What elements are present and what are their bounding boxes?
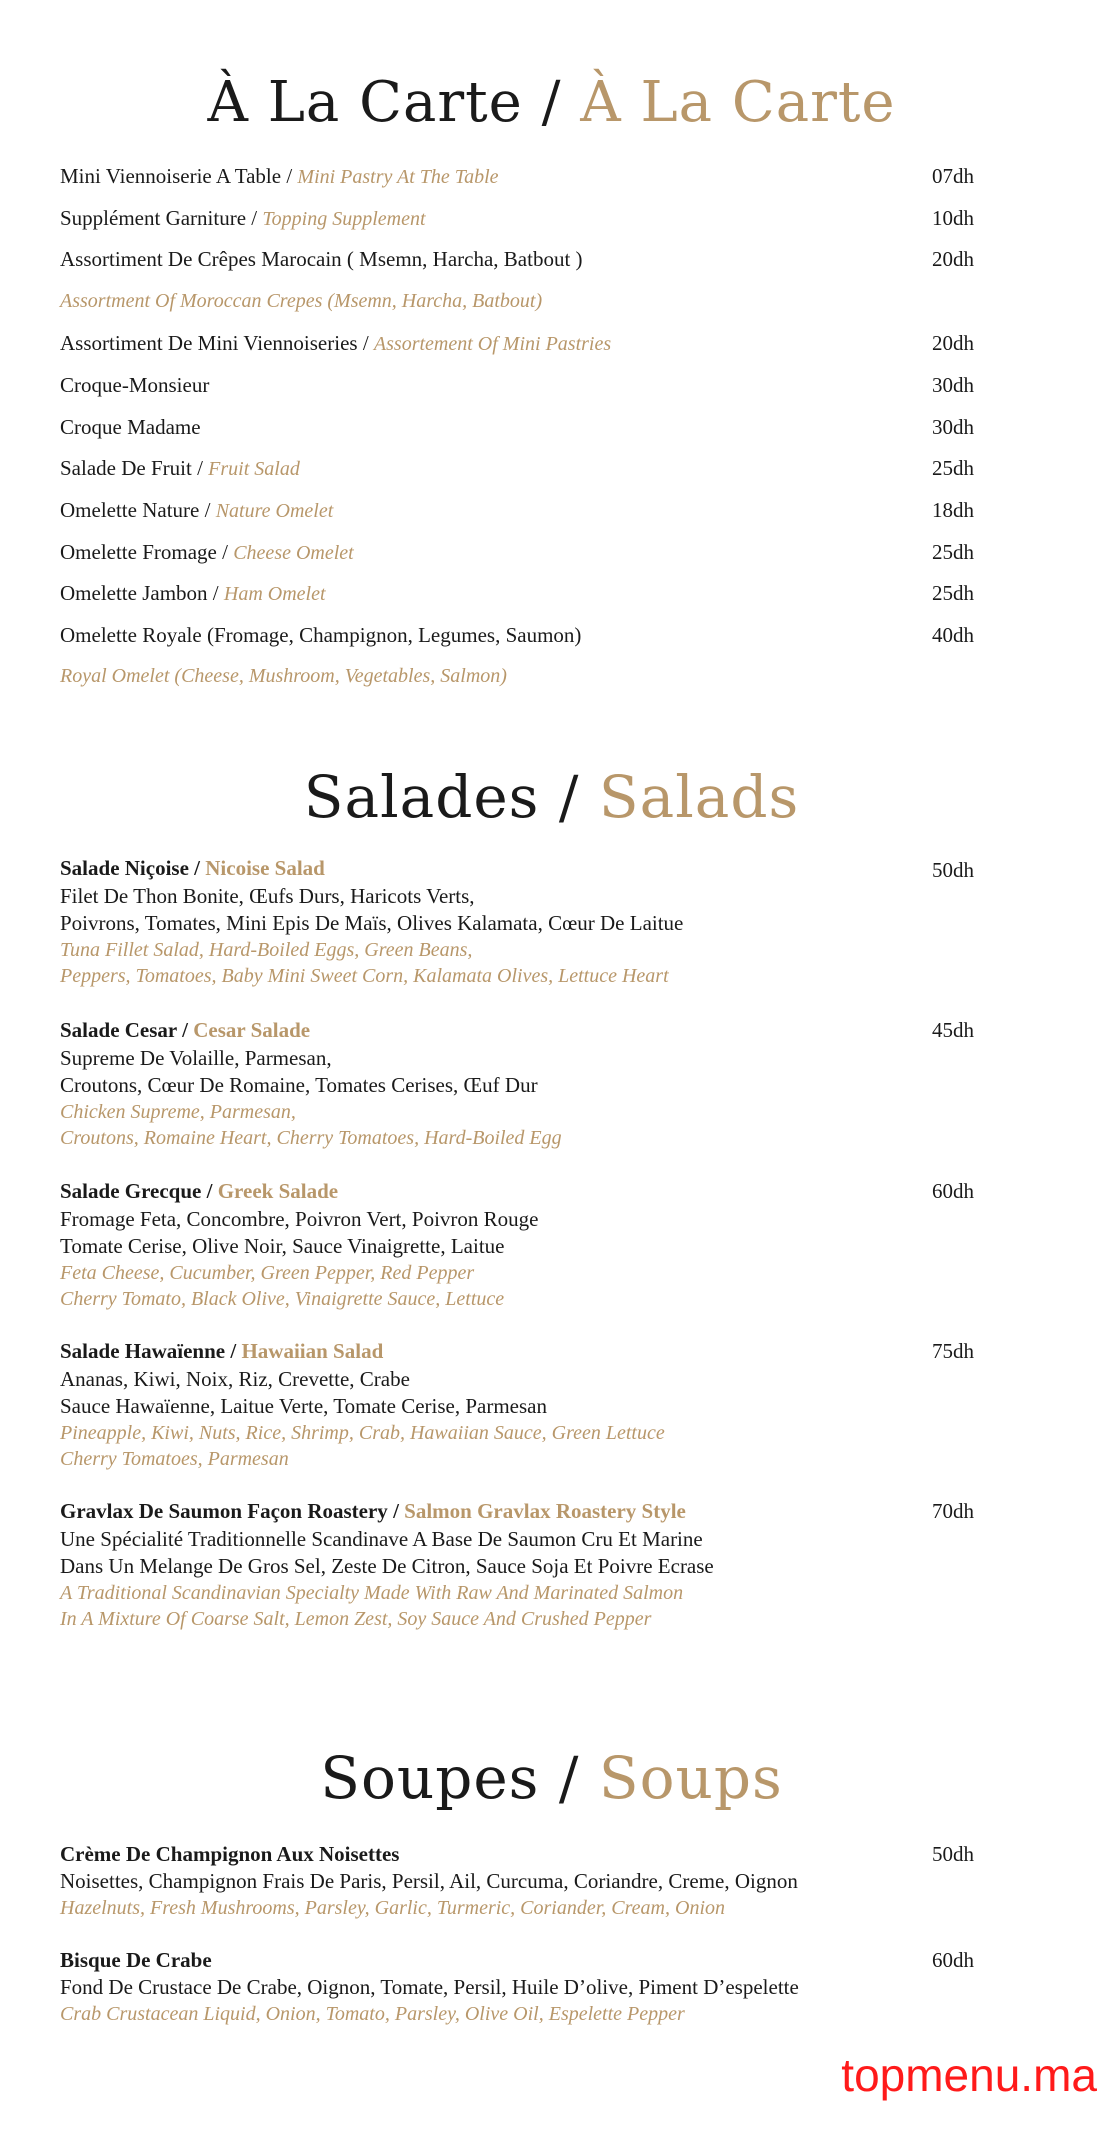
dish-desc-fr: Supreme De Volaille, Parmesan, — [60, 1046, 332, 1070]
item-en: Topping Supplement — [262, 208, 426, 230]
item-price: 25dh — [932, 581, 974, 605]
dish-desc-en: Feta Cheese, Cucumber, Green Pepper, Red Pepper — [60, 1262, 475, 1284]
item-en: Ham Omelet — [223, 583, 326, 605]
dish-desc-en: Tuna Fillet Salad, Hard-Boiled Eggs, Green Beans, — [60, 939, 473, 961]
dish-desc-en: Peppers, Tomatoes, Baby Mini Sweet Corn, Kalamata Olives, Lettuce Heart — [60, 965, 669, 987]
item-fr: Croque Madame — [60, 415, 201, 439]
dish-desc-en: Hazelnuts, Fresh Mushrooms, Parsley, Garlic, Turmeric, Coriander, Cream, Onion — [60, 1897, 725, 1919]
dish-desc-fr: Poivrons, Tomates, Mini Epis De Maïs, Olives Kalamata, Cœur De Laitue — [60, 911, 684, 935]
dish-title — [60, 855, 325, 881]
item-en: Fruit Salad — [208, 458, 300, 480]
item-price: 30dh — [932, 373, 974, 397]
item-price: 07dh — [932, 164, 974, 188]
dish-desc-fr: Sauce Hawaïenne, Laitue Verte, Tomate Cerise, Parmesan — [60, 1394, 547, 1418]
dish-desc-en: Cherry Tomato, Black Olive, Vinaigrette Sauce, Lettuce — [60, 1288, 505, 1310]
list-item — [60, 246, 1060, 272]
dish-name-fr: Salade Hawaïenne — [60, 1339, 226, 1363]
item-sep: / — [216, 540, 234, 564]
title-en: À La Carte — [580, 70, 896, 135]
dish-desc-en: A Traditional Scandinavian Specialty Made With Raw And Marinated Salmon — [60, 1582, 684, 1604]
dish-name-en: Salmon Gravlax Roastery Style — [404, 1499, 686, 1523]
dish-desc-fr: Ananas, Kiwi, Noix, Riz, Crevette, Crabe — [60, 1367, 410, 1391]
dish-desc-en: Pineapple, Kiwi, Nuts, Rice, Shrimp, Crab, Hawaiian Sauce, Green Lettuce — [60, 1422, 665, 1444]
dish-name-fr: Gravlax De Saumon Façon Roastery — [60, 1499, 388, 1523]
dish-name-en: Nicoise Salad — [205, 856, 325, 880]
watermark: topmenu.ma — [841, 2049, 1097, 2101]
dish-desc-fr: Tomate Cerise, Olive Noir, Sauce Vinaigrette, Laitue — [60, 1234, 505, 1258]
list-item — [60, 205, 1060, 232]
section-title-soupes — [0, 1744, 1103, 1812]
item-fr: Assortiment De Mini Viennoiseries — [60, 331, 358, 355]
item-fr: Croque-Monsieur — [60, 373, 210, 397]
dish-desc-fr: Fond De Crustace De Crabe, Oignon, Tomate, Persil, Huile D’olive, Piment D’espelette — [60, 1975, 799, 1999]
item-en: Nature Omelet — [215, 500, 334, 522]
item-price: 25dh — [932, 456, 974, 480]
dish-desc-fr: Filet De Thon Bonite, Œufs Durs, Haricots Verts, — [60, 884, 475, 908]
dish-name-fr: Salade Grecque — [60, 1179, 202, 1203]
dish-desc-fr: Croutons, Cœur De Romaine, Tomates Cerises, Œuf Dur — [60, 1073, 538, 1097]
item-price: 20dh — [932, 331, 974, 355]
dish-price: 50dh — [932, 1842, 974, 1866]
item-en-line: Assortment Of Moroccan Crepes (Msemn, Harcha, Batbout) — [60, 290, 543, 312]
list-item — [60, 497, 1060, 524]
list-item — [60, 414, 1060, 440]
dish-title — [60, 1178, 338, 1204]
dish-name-en: Greek Salade — [217, 1179, 339, 1203]
title-fr: Salades — [303, 763, 540, 831]
dish-desc-en: Croutons, Romaine Heart, Cherry Tomatoes, Hard-Boiled Egg — [60, 1127, 562, 1149]
dish-sep: / — [188, 856, 206, 880]
list-item — [60, 330, 1060, 357]
list-item — [60, 372, 1060, 398]
item-fr: Mini Viennoiserie A Table — [60, 164, 282, 188]
item-price: 25dh — [932, 540, 974, 564]
item-sep: / — [191, 456, 209, 480]
list-item — [60, 455, 1060, 482]
item-fr: Omelette Jambon — [60, 581, 208, 605]
dish-desc-fr: Dans Un Melange De Gros Sel, Zeste De Citron, Sauce Soja Et Poivre Ecrase — [60, 1554, 714, 1578]
dish-desc-en: Chicken Supreme, Parmesan, — [60, 1101, 296, 1123]
dish-price: 45dh — [932, 1018, 974, 1042]
dish-title — [60, 1498, 686, 1524]
item-en: Mini Pastry At The Table — [297, 166, 499, 188]
item-fr: Assortiment De Crêpes Marocain ( Msemn, Harcha, Batbout ) — [60, 247, 583, 271]
dish-title: Bisque De Crabe — [60, 1948, 212, 1972]
section-title-salades — [0, 763, 1103, 831]
dish-name-fr: Salade Cesar — [60, 1018, 177, 1042]
title-en: Salads — [598, 763, 800, 831]
dish-sep: / — [225, 1339, 242, 1363]
item-price: 40dh — [932, 623, 974, 647]
dish-price: 50dh — [932, 858, 974, 882]
item-sep: / — [246, 206, 263, 230]
item-en: Cheese Omelet — [233, 542, 354, 564]
list-item — [60, 163, 1060, 190]
dish-price: 60dh — [932, 1179, 974, 1203]
title-en: Soups — [598, 1744, 783, 1812]
section-title-alacarte — [0, 70, 1103, 135]
list-item — [60, 622, 1060, 648]
item-sep: / — [199, 498, 216, 522]
item-sep: / — [357, 331, 374, 355]
dish-desc-en: Crab Crustacean Liquid, Onion, Tomato, Parsley, Olive Oil, Espelette Pepper — [60, 2003, 685, 2025]
dish-desc-en: Cherry Tomatoes, Parmesan — [60, 1448, 289, 1470]
item-price: 10dh — [932, 206, 974, 230]
dish-title: Crème De Champignon Aux Noisettes — [60, 1842, 400, 1866]
item-fr: Omelette Fromage — [60, 540, 217, 564]
item-sep: / — [207, 581, 224, 605]
list-item — [60, 580, 1060, 607]
item-sep: / — [281, 164, 298, 188]
dish-name-en: Cesar Salade — [193, 1018, 311, 1042]
title-sep: / — [539, 1744, 599, 1812]
item-price: 20dh — [932, 247, 974, 271]
title-sep: / — [539, 763, 599, 831]
item-fr: Omelette Nature — [60, 498, 200, 522]
dish-desc-fr: Fromage Feta, Concombre, Poivron Vert, Poivron Rouge — [60, 1207, 539, 1231]
title-fr: À La Carte — [207, 70, 523, 135]
dish-price: 75dh — [932, 1339, 974, 1363]
item-price: 30dh — [932, 415, 974, 439]
dish-name-fr: Salade Niçoise — [60, 856, 189, 880]
dish-sep: / — [387, 1499, 405, 1523]
dish-desc-en: In A Mixture Of Coarse Salt, Lemon Zest, Soy Sauce And Crushed Pepper — [60, 1608, 652, 1630]
dish-price: 70dh — [932, 1499, 974, 1523]
dish-price: 60dh — [932, 1948, 974, 1972]
dish-sep: / — [201, 1179, 218, 1203]
dish-name-en: Hawaiian Salad — [241, 1339, 384, 1363]
dish-title — [60, 1338, 383, 1364]
item-fr: Salade De Fruit — [60, 456, 192, 480]
title-fr: Soupes — [320, 1744, 540, 1812]
item-en: Assortement Of Mini Pastries — [373, 333, 612, 355]
item-fr: Supplément Garniture — [60, 206, 247, 230]
item-en-line: Royal Omelet (Cheese, Mushroom, Vegetables, Salmon) — [60, 665, 507, 687]
title-sep: / — [522, 70, 581, 135]
dish-desc-fr: Une Spécialité Traditionnelle Scandinave A Base De Saumon Cru Et Marine — [60, 1527, 703, 1551]
dish-sep: / — [176, 1018, 194, 1042]
item-fr: Omelette Royale (Fromage, Champignon, Legumes, Saumon) — [60, 623, 582, 647]
dish-desc-fr: Noisettes, Champignon Frais De Paris, Persil, Ail, Curcuma, Coriandre, Creme, Oignon — [60, 1869, 798, 1893]
list-item — [60, 539, 1060, 566]
dish-title — [60, 1017, 310, 1043]
item-price: 18dh — [932, 498, 974, 522]
